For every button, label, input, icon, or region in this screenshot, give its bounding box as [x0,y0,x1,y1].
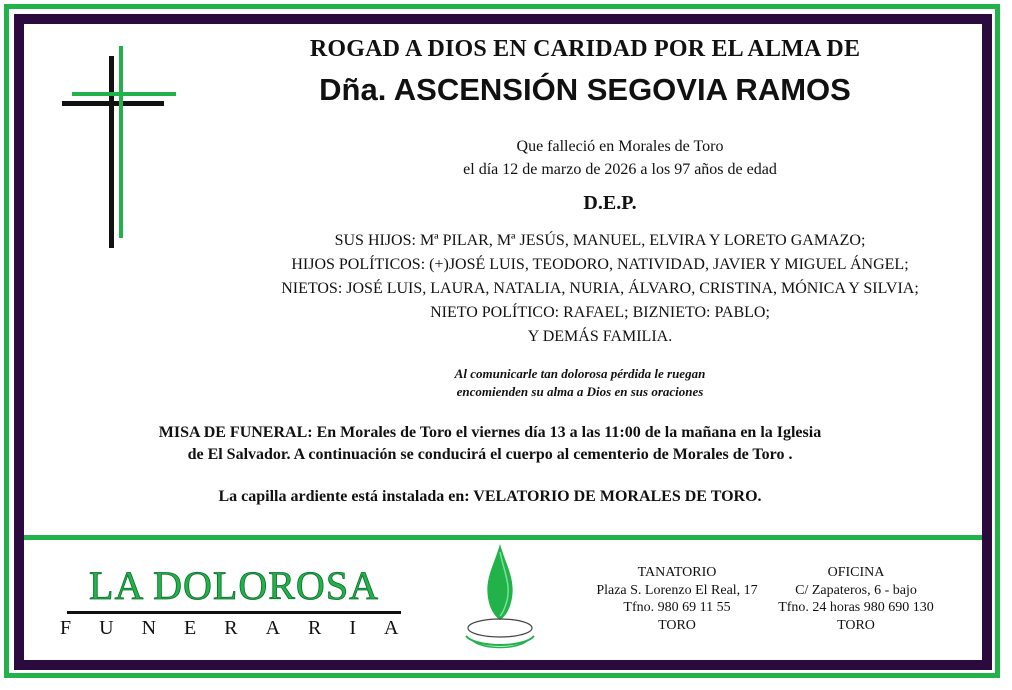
chapel-info: La capilla ardiente está instalada en: VELATORIO DE MORALES DE TORO. [218,488,762,505]
logo-title: LA DOLOROSA [89,563,379,608]
death-date: el día 12 de marzo de 2026 a los 97 años de edad [463,161,777,178]
family-line-greatgrandchild: NIETO POLÍTICO: RAFAEL; BIZNIETO: PABLO; [430,304,770,321]
cross-icon [60,44,180,254]
tanatorio-city: TORO [658,617,696,633]
oficina-city: TORO [837,617,875,633]
flame-icon [458,544,542,654]
oficina-title: OFICINA [827,565,885,580]
family-line-children: SUS HIJOS: Mª PILAR, Mª JESÚS, MANUEL, ELVIRA Y LORETO GAMAZO; [334,232,866,249]
tanatorio-address: Plaza S. Lorenzo El Real, 17 [596,582,758,598]
deceased-name: Dña. ASCENSIÓN SEGOVIA RAMOS [319,72,851,107]
death-place: Que falleció en Morales de Toro [516,138,724,155]
funeral-line-1: MISA DE FUNERAL: En Morales de Toro el viernes día 13 a las 11:00 de la mañana en la Iglesia [158,424,822,441]
prayer-line-1: Al comunicarle tan dolorosa pérdida le ruegan [454,366,706,381]
oficina-block [766,564,946,634]
tanatorio-phone: Tfno. 980 69 11 55 [623,600,731,615]
logo-subtitle: FUNERARIA [60,617,427,639]
tanatorio-title: TANATORIO [637,565,717,580]
funeral-line-2: de El Salvador. A continuación se conducirá el cuerpo al cementerio de Morales de Toro . [187,446,793,463]
footer-divider [24,535,982,540]
family-line-inlaws: HIJOS POLÍTICOS: (+)JOSÉ LUIS, TEODORO, NATIVIDAD, JAVIER Y MIGUEL ÁNGEL; [291,256,909,273]
notice-header: ROGAD A DIOS EN CARIDAD POR EL ALMA DE [309,36,861,62]
oficina-phone: Tfno. 24 horas 980 690 130 [778,600,934,615]
oficina-address: C/ Zapateros, 6 - bajo [795,582,917,598]
family-line-grandchildren: NIETOS: JOSÉ LUIS, LAURA, NATALIA, NURIA, ÁLVARO, CRISTINA, MÓNICA Y SILVIA; [281,280,919,297]
family-line-others: Y DEMÁS FAMILIA. [527,328,673,345]
prayer-line-2: encomienden su alma a Dios en sus oraciones [456,384,704,399]
dep-label: D.E.P. [583,192,637,214]
tanatorio-block [582,564,772,634]
logo-rule [67,611,401,614]
